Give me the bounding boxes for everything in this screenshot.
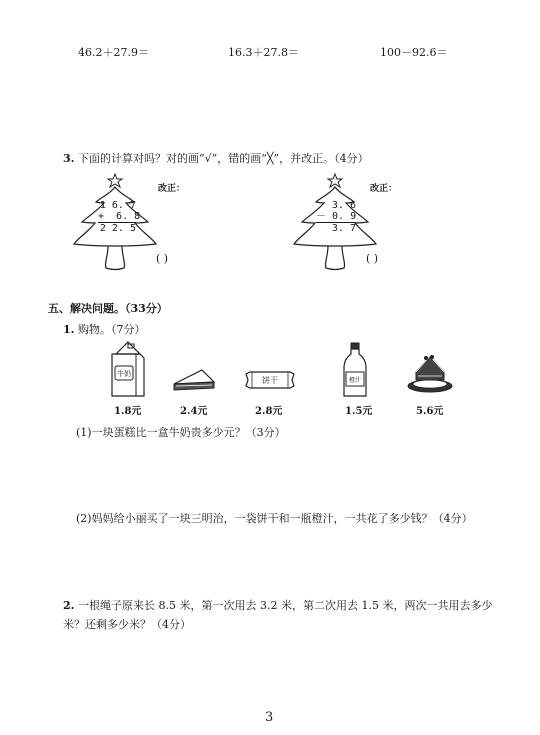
q3-heading (63, 150, 369, 166)
p1-heading (63, 321, 145, 337)
p1-text: 购物。（7分） (77, 323, 146, 336)
price-juice: 1.5元 (345, 406, 373, 417)
page-number: 3 (265, 710, 274, 725)
answer-paren-2[interactable]: ( ) (366, 252, 379, 265)
calc-1-result: 2 2. 5 (99, 223, 136, 234)
sandwich-icon (172, 368, 216, 392)
answer-paren-1[interactable]: ( ) (156, 252, 169, 265)
price-sandwich: 2.4元 (180, 406, 208, 417)
item-juice (342, 342, 368, 398)
biscuit-label: 饼干 (262, 376, 278, 385)
q3-text: 下面的计算对吗？对的画“√”，错的画“╳”，并改正。（4分） (77, 152, 369, 165)
exercise-2: 16.3＋27.8＝ (228, 46, 299, 59)
exercise-1: 46.2＋27.9＝ (78, 46, 149, 59)
correct-label-1: 改正： (158, 184, 186, 194)
calc-1 (98, 200, 141, 234)
calc-2 (316, 200, 356, 234)
calc-2-line2: － 0. 9 (316, 211, 357, 222)
juice-label: 橙汁 (348, 377, 362, 384)
p2-line1 (63, 597, 492, 613)
price-cake: 5.6元 (416, 406, 444, 417)
correct-label-2: 改正： (370, 184, 398, 194)
item-cake (406, 352, 454, 394)
item-sandwich (172, 368, 216, 392)
calc-1-line1: 1 6. 7 (99, 200, 136, 211)
q3-number: 3. (63, 152, 75, 165)
calc-1-line2: + 6. 8 (98, 211, 141, 222)
milk-label: 牛奶 (117, 370, 131, 378)
p2-text-line1: 一根绳子原来长 8.5 米，第一次用去 3.2 米，第二次用去 1.5 米，两次一共用去多少 (77, 599, 493, 612)
biscuit-bag-icon (244, 370, 296, 390)
juice-bottle-icon (342, 342, 368, 398)
calc-2-line1: 3. 6 (331, 200, 356, 211)
calc-2-result: 3. 7 (316, 222, 356, 234)
price-biscuit: 2.8元 (255, 406, 283, 417)
exercise-3: 100－92.6＝ (380, 46, 448, 59)
item-milk (108, 340, 148, 398)
cake-icon (406, 352, 454, 394)
section5-title: 五、解决问题。（33分） (48, 302, 168, 315)
p2-line2: 米？还剩多少米？（4分） (63, 618, 191, 631)
p2-number: 2. (63, 599, 75, 612)
item-biscuit (244, 370, 296, 390)
p1-sub1: (1)一块蛋糕比一盒牛奶贵多少元？（3分） (76, 426, 286, 439)
price-milk: 1.8元 (114, 406, 142, 417)
milk-carton-icon (108, 340, 148, 398)
p1-sub2: (2)妈妈给小丽买了一块三明治，一袋饼干和一瓶橙汁，一共花了多少钱？（4分） (76, 512, 473, 525)
p1-number: 1. (63, 323, 75, 336)
